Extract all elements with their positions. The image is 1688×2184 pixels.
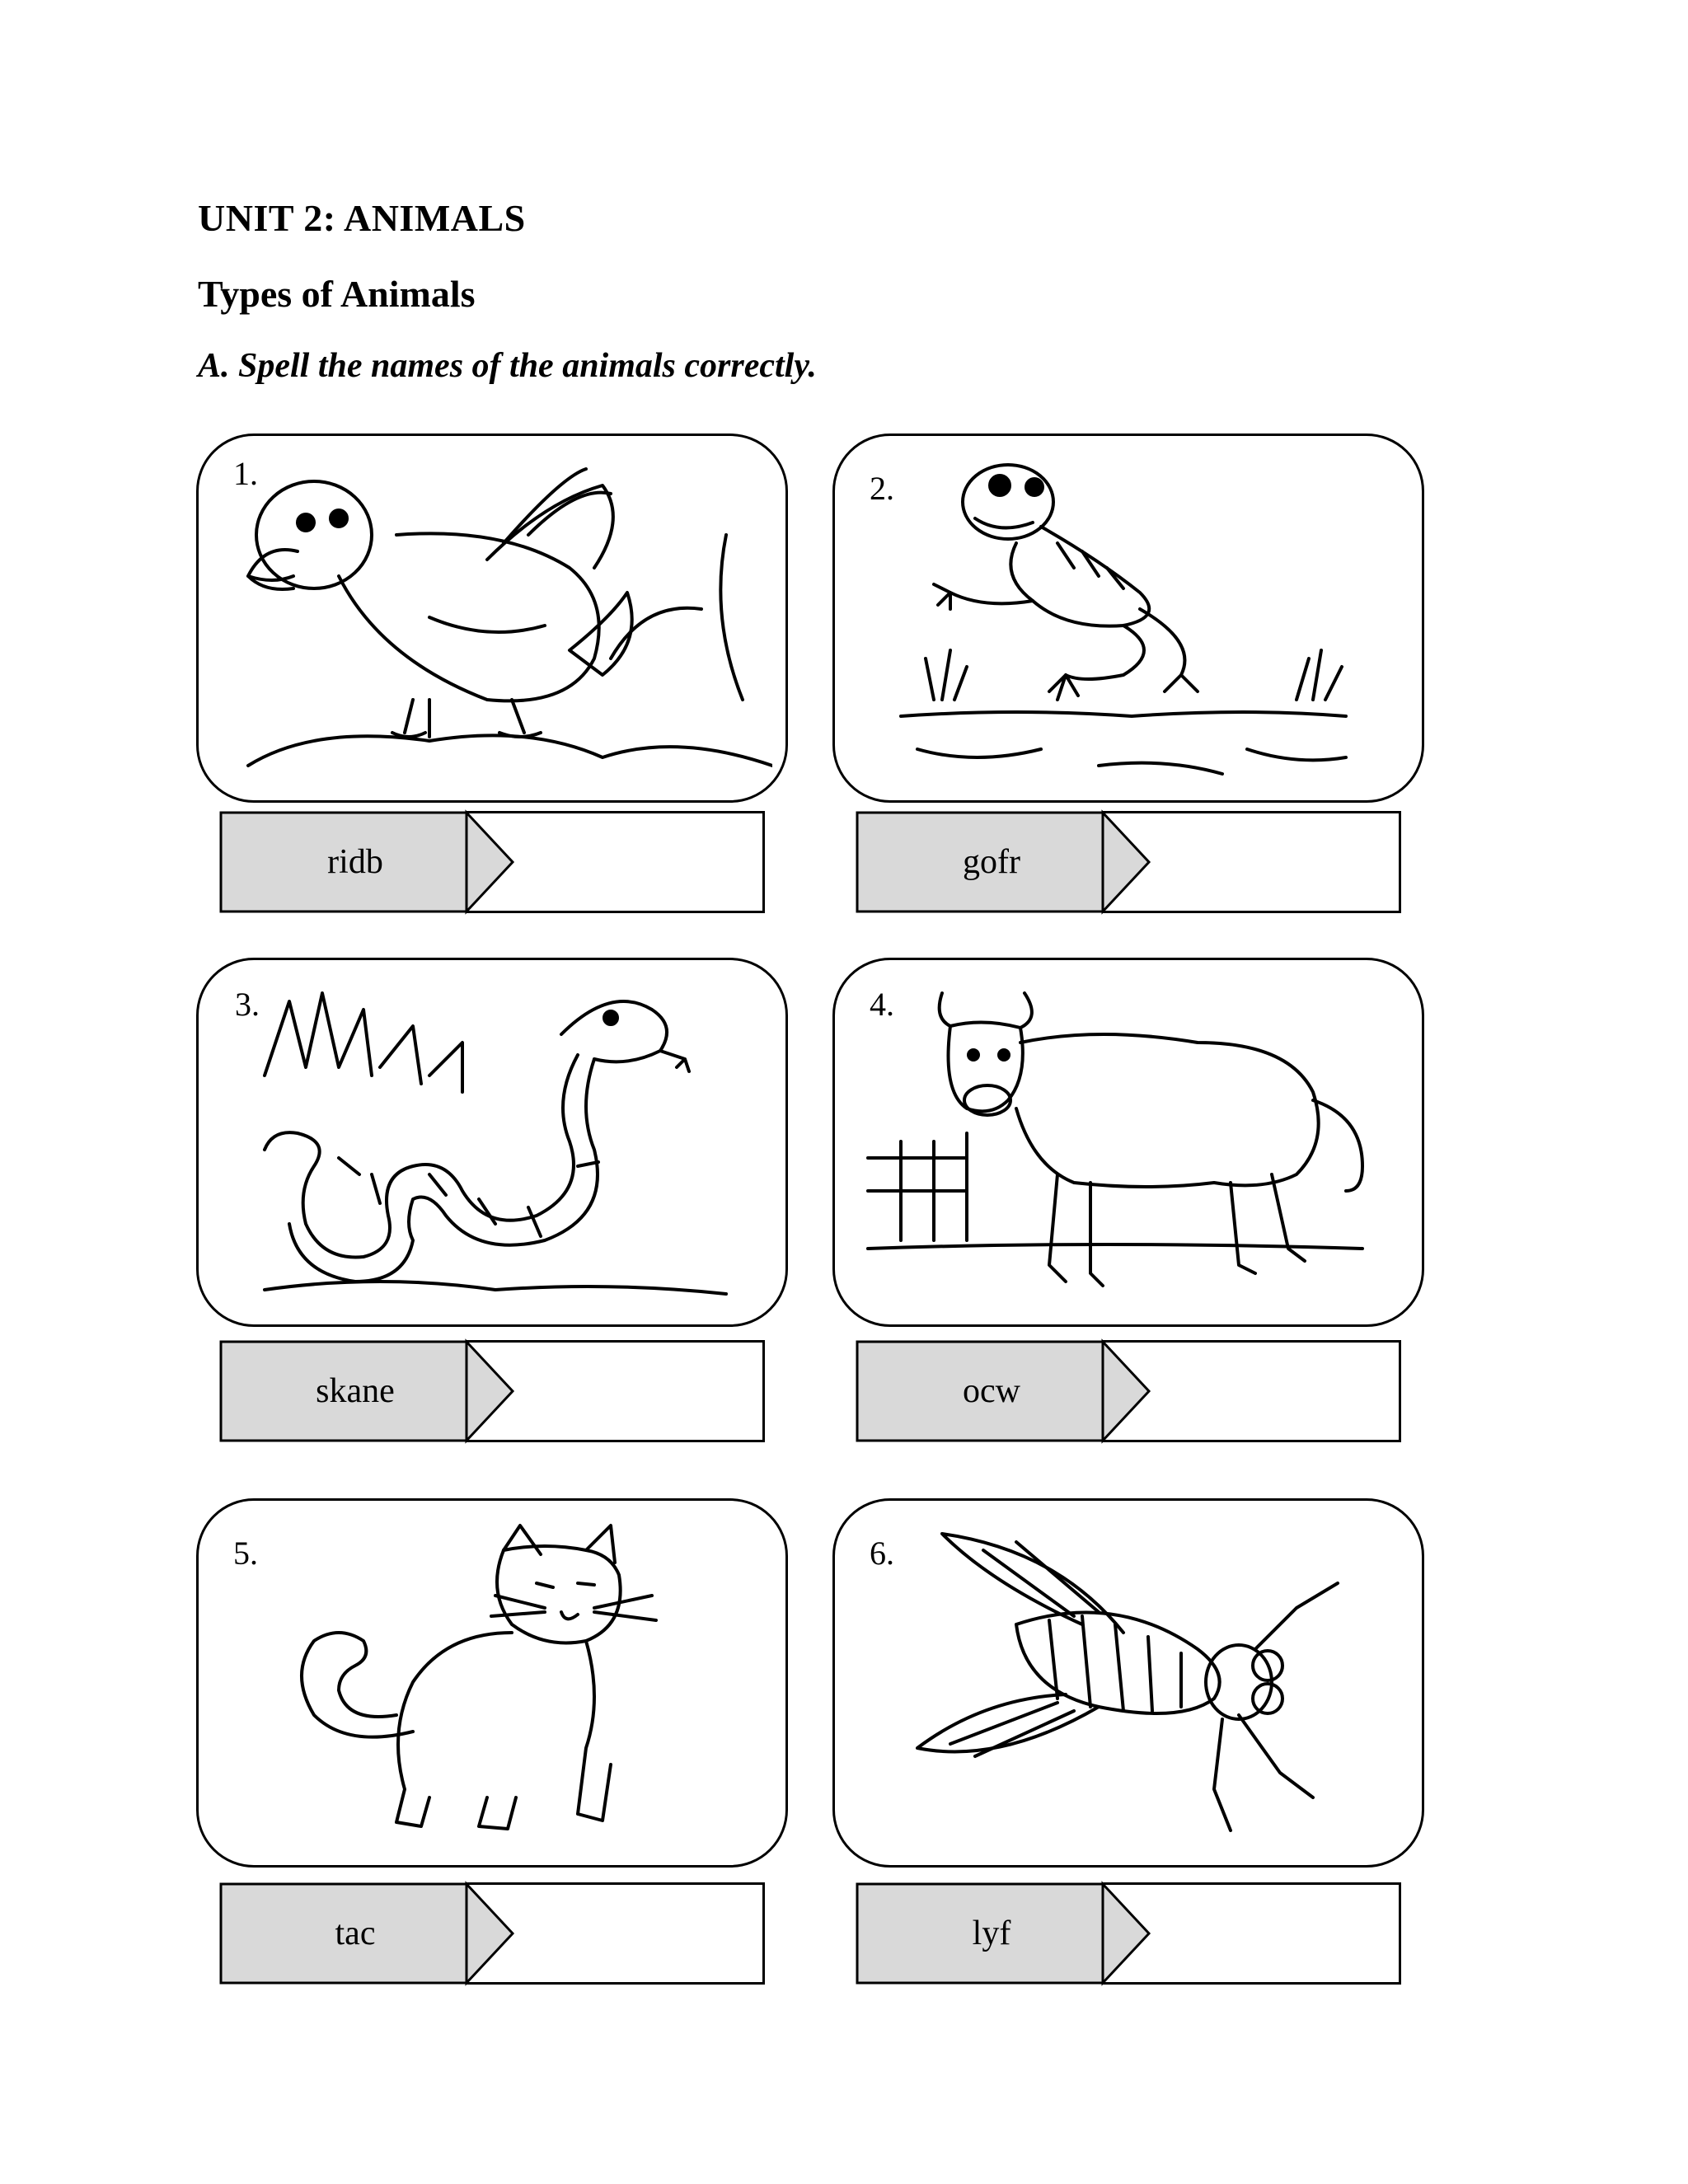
word-row-6: [856, 1882, 1401, 1985]
frog-icon: [851, 452, 1409, 789]
picture-card-1: [196, 434, 788, 803]
word-row-5: [219, 1882, 765, 1985]
scrambled-word: skane: [316, 1372, 395, 1410]
instruction: A. Spell the names of the animals correctly.: [198, 347, 817, 385]
word-row-4: [856, 1340, 1401, 1442]
unit-title: UNIT 2: ANIMALS: [198, 197, 526, 239]
word-row-3: [219, 1340, 765, 1442]
picture-card-3: [196, 958, 788, 1327]
scrambled-word: ocw: [963, 1372, 1020, 1410]
snake-icon: [215, 977, 772, 1313]
item-number: 1.: [233, 455, 258, 492]
scrambled-word: gofr: [963, 843, 1020, 881]
scrambled-word: ridb: [327, 843, 383, 881]
scrambled-word: lyf: [972, 1915, 1011, 1952]
item-number: 5.: [233, 1535, 258, 1572]
answer-box-1[interactable]: [467, 811, 765, 913]
picture-card-4: [832, 958, 1424, 1327]
bird-icon: [215, 452, 772, 789]
item-number: 2.: [870, 470, 894, 507]
item-number: 3.: [235, 986, 260, 1023]
word-row-1: [219, 811, 765, 913]
scrambled-word: tac: [335, 1915, 376, 1952]
item-number: 6.: [870, 1535, 894, 1572]
picture-card-5: [196, 1498, 788, 1868]
section-title: Types of Animals: [198, 273, 476, 315]
item-number: 4.: [870, 986, 894, 1023]
word-row-2: [856, 811, 1401, 913]
fly-icon: [851, 1517, 1409, 1854]
cat-icon: [215, 1517, 772, 1854]
picture-card-6: [832, 1498, 1424, 1868]
cow-icon: [851, 977, 1409, 1313]
picture-card-2: [832, 434, 1424, 803]
